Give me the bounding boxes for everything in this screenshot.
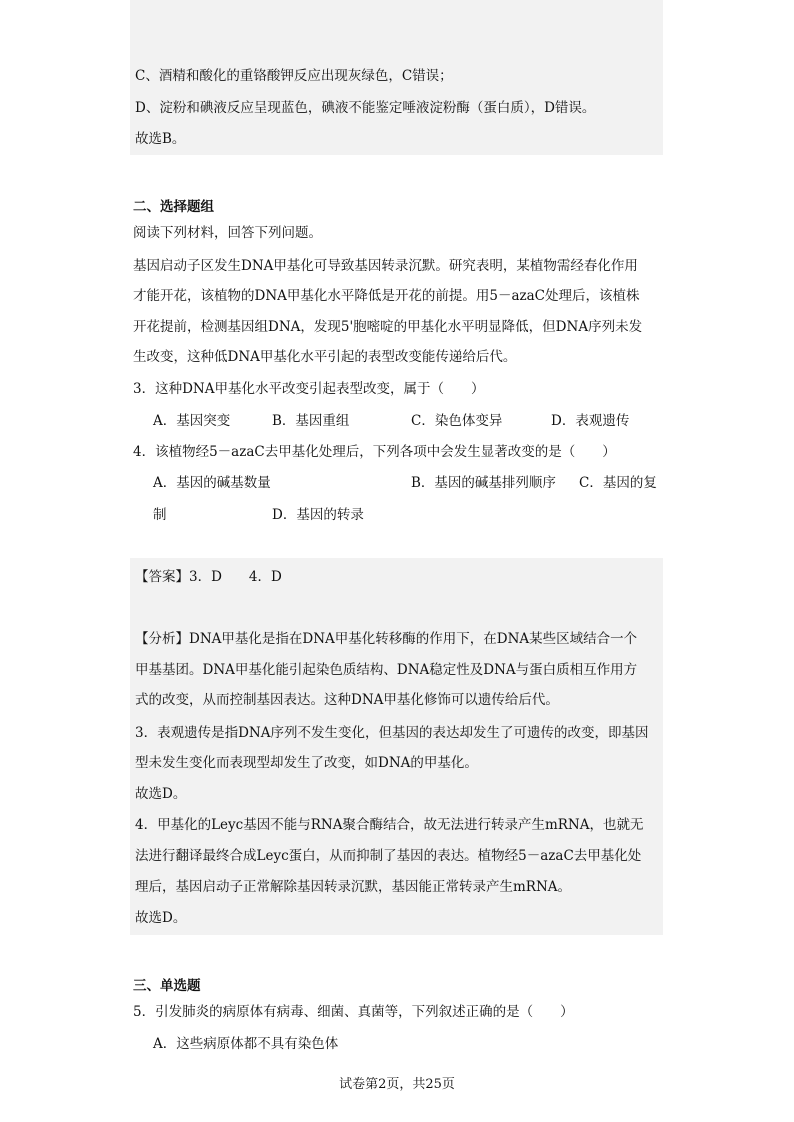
explanation-4-line: 理后，基因启动子正常解除基因转录沉默，基因能正常转录产生mRNA。 <box>135 879 572 895</box>
question-4-option-c: C．基因的复 <box>579 475 657 491</box>
question-5-stem: 5．引发肺炎的病原体有病毒、细菌、真菌等，下列叙述正确的是（ ） <box>133 1004 574 1020</box>
analysis-line: 式的改变，从而控制基因表达。这种DNA甲基化修饰可以遗传给后代。 <box>135 692 559 708</box>
analysis-line: 甲基基团。DNA甲基化能引起染色质结构、DNA稳定性及DNA与蛋白质相互作用方 <box>135 662 638 678</box>
page-footer: 试卷第2页，共25页 <box>339 1077 455 1092</box>
question-3-option-b: B．基因重组 <box>272 413 350 429</box>
question-4-option-c-wrap: 制 <box>153 507 167 523</box>
explanation-4-line: 法进行翻译最终合成Leyc蛋白，从而抑制了基因的表达。植物经5－azaC去甲基化处 <box>135 848 642 864</box>
answer-line: 【答案】3．D 4．D <box>135 569 282 585</box>
answer-option-c-line: C、酒精和酸化的重铬酸钾反应出现灰绿色，C错误； <box>135 68 453 84</box>
material-line: 基因启动子区发生DNA甲基化可导致基因转录沉默。研究表明，某植物需经春化作用 <box>133 258 638 274</box>
material-line: 开花提前，检测基因组DNA，发现5'胞嘧啶的甲基化水平明显降低，但DNA序列未发 <box>133 319 643 335</box>
answer-conclusion: 故选B。 <box>135 131 186 147</box>
material-intro: 阅读下列材料，回答下列问题。 <box>133 225 322 241</box>
choose-4: 故选D。 <box>135 910 187 926</box>
question-4-option-b: B．基因的碱基排列顺序 <box>411 475 556 491</box>
choose-3: 故选D。 <box>135 786 187 802</box>
section-heading-choice-group: 二、选择题组 <box>133 199 214 215</box>
question-3-option-c: C．染色体变异 <box>411 413 503 429</box>
section-heading-single-choice: 三、单选题 <box>133 978 201 994</box>
explanation-4-line: 4．甲基化的Leyc基因不能与RNA聚合酶结合，故无法进行转录产生mRNA，也就无 <box>135 817 644 833</box>
answer-option-d-line: D、淀粉和碘液反应呈现蓝色，碘液不能鉴定唾液淀粉酶（蛋白质），D错误。 <box>135 100 596 116</box>
question-4-stem: 4．该植物经5－azaC去甲基化处理后，下列各项中会发生显著改变的是（ ） <box>133 444 616 460</box>
question-5-option-a: A．这些病原体都不具有染色体 <box>153 1036 339 1052</box>
analysis-line: 【分析】DNA甲基化是指在DNA甲基化转移酶的作用下，在DNA某些区域结合一个 <box>135 631 638 647</box>
question-3-stem: 3．这种DNA甲基化水平改变引起表型改变，属于（ ） <box>133 381 485 397</box>
question-4-option-d: D．基因的转录 <box>272 507 364 523</box>
question-3-option-a: A．基因突变 <box>153 413 231 429</box>
explanation-3-line: 型未发生变化而表现型却发生了改变，如DNA的甲基化。 <box>135 755 478 771</box>
explanation-3-line: 3．表观遗传是指DNA序列不发生变化，但基因的表达却发生了可遗传的改变，即基因 <box>135 725 649 741</box>
material-line: 才能开花，该植物的DNA甲基化水平降低是开花的前提。用5－azaC处理后，该植株 <box>133 288 640 304</box>
material-line: 生改变，这种低DNA甲基化水平引起的表型改变能传递给后代。 <box>133 349 517 365</box>
question-4-option-a: A．基因的碱基数量 <box>153 475 271 491</box>
question-3-option-d: D．表观遗传 <box>551 413 630 429</box>
